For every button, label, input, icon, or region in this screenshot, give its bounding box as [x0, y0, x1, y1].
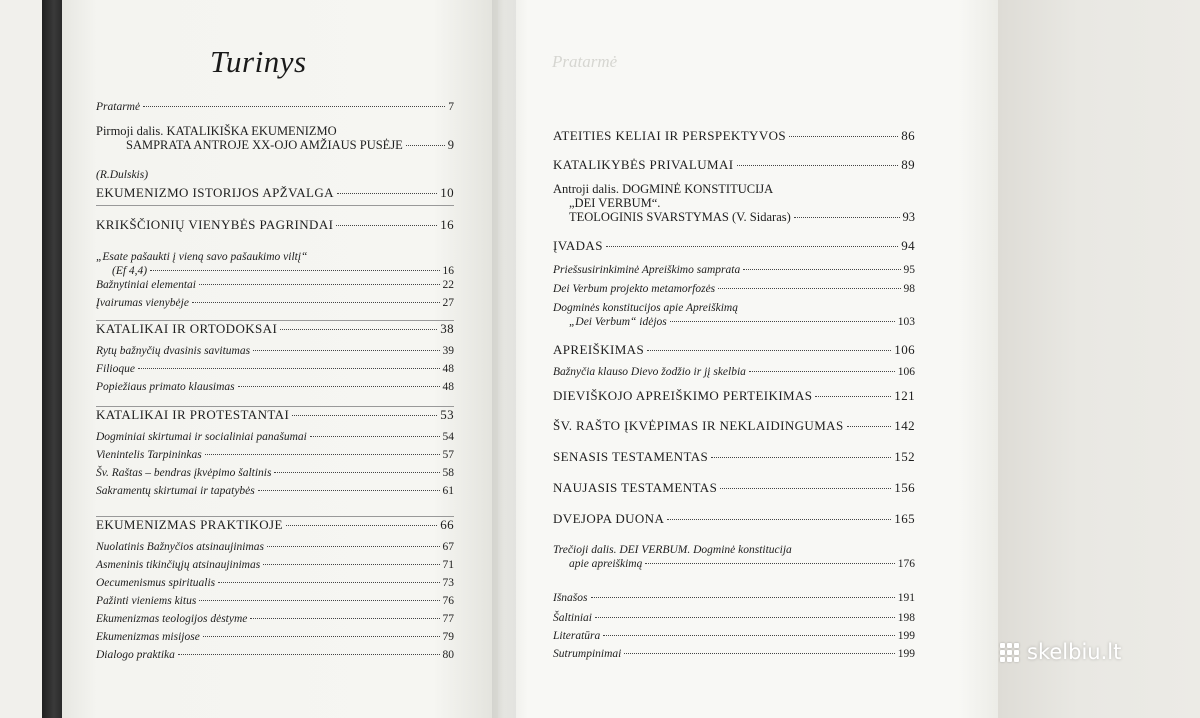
toc-page-number: 191	[897, 592, 915, 604]
dots-icon	[1000, 643, 1019, 662]
toc-page-number: 142	[894, 418, 915, 433]
dot-leader	[238, 386, 440, 387]
toc-page-number: 48	[442, 381, 454, 393]
toc-entry-title: Šaltiniai	[553, 612, 592, 624]
toc-entry-title: Sutrumpinimai	[553, 648, 622, 660]
toc-entry	[553, 282, 915, 296]
watermark	[1000, 640, 1121, 664]
toc-entry-title: Oecumenismus spiritualis	[96, 577, 216, 589]
toc-entry-title: Asmeninis tikinčiųjų atsinaujinimas	[96, 559, 261, 571]
toc-entry	[96, 540, 454, 554]
dot-leader	[263, 564, 439, 565]
toc-page-number: 106	[897, 366, 915, 378]
toc-entry	[553, 263, 915, 277]
toc-entry-title: Dialogo praktika	[96, 649, 175, 661]
toc-page-number: 48	[442, 363, 454, 375]
toc-entry	[96, 322, 454, 336]
toc-entry	[553, 543, 915, 571]
toc-page-number: 16	[440, 217, 454, 232]
toc-entry-title: EKUMENIZMO ISTORIJOS APŽVALGA	[96, 185, 334, 200]
toc-entry-title: KATALIKAI IR PROTESTANTAI	[96, 407, 290, 422]
toc-page-number: 38	[440, 321, 454, 336]
toc-entry	[96, 278, 454, 292]
toc-entry-title: Išnašos	[553, 592, 588, 604]
dot-leader	[203, 636, 440, 637]
toc-entry-title: DVEJOPA DUONA	[553, 511, 665, 526]
dot-leader	[711, 457, 891, 458]
toc-page-number: 54	[442, 431, 454, 443]
dot-leader	[595, 617, 895, 618]
dot-leader	[280, 329, 437, 330]
toc-entry	[553, 611, 915, 625]
toc-page-number: 77	[442, 613, 454, 625]
toc-page-number: 39	[442, 345, 454, 357]
dot-leader	[749, 371, 895, 372]
toc-entry-title: Pirmoji dalis. KATALIKIŠKA EKUMENIZMO	[96, 124, 337, 138]
toc-entry-title: SENASIS TESTAMENTAS	[553, 449, 709, 464]
toc-entry-title: KATALIKAI IR ORTODOKSAI	[96, 321, 278, 336]
toc-entry	[96, 576, 454, 590]
dot-leader	[138, 368, 440, 369]
toc-entry-title: „Dei Verbum“ idėjos	[569, 316, 667, 328]
background-right	[998, 0, 1200, 718]
toc-page-number: 198	[897, 612, 915, 624]
toc-page-number: 10	[440, 185, 454, 200]
toc-entry	[96, 648, 454, 662]
show-through-title: Pratarmė	[552, 52, 618, 71]
toc-entry	[96, 594, 454, 608]
toc-page-number: 95	[903, 264, 915, 276]
toc-page-number: 58	[442, 467, 454, 479]
book-gutter	[492, 0, 516, 718]
toc-entry-title: Priešsusirinkiminė Apreiškimo samprata	[553, 264, 741, 276]
toc-entry-title: Pratarmė	[96, 101, 141, 113]
toc-page-number: 57	[442, 449, 454, 461]
toc-entry	[553, 365, 915, 379]
dot-leader	[258, 490, 440, 491]
toc-page-number: 9	[447, 138, 454, 152]
toc-entry-title: Dogminiai skirtumai ir socialiniai panašumai	[96, 431, 307, 443]
toc-entry-title: Bažnyčia klauso Dievo žodžio ir jį skelbia	[553, 366, 746, 378]
dot-leader	[199, 600, 439, 601]
dot-leader	[337, 193, 437, 194]
toc-entry-title: Trečioji dalis. DEI VERBUM. Dogminė konstitucija	[553, 544, 792, 556]
toc-entry	[553, 481, 915, 495]
toc-entry-title: Literatūra	[553, 630, 601, 642]
dot-leader	[743, 269, 900, 270]
toc-entry-title: EKUMENIZMAS PRAKTIKOJE	[96, 517, 283, 532]
toc-entry	[96, 558, 454, 572]
toc-entry-title: ATEITIES KELIAI IR PERSPEKTYVOS	[553, 128, 787, 143]
toc-entry	[96, 362, 454, 376]
toc-entry-title: APREIŠKIMAS	[553, 342, 645, 357]
toc-entry	[96, 218, 454, 232]
dot-leader	[606, 246, 898, 247]
toc-entry	[553, 301, 915, 329]
toc-entry	[96, 612, 454, 626]
toc-page-number: 67	[442, 541, 454, 553]
dot-leader	[647, 350, 891, 351]
toc-page-number: 73	[442, 577, 454, 589]
toc-entry-title: „DEI VERBUM“.	[569, 196, 661, 210]
dot-leader	[815, 396, 891, 397]
toc-entry-title: DIEVIŠKOJO APREIŠKIMO PERTEIKIMAS	[553, 388, 813, 403]
toc-entry-title: Įvairumas vienybėje	[96, 297, 189, 309]
section-divider	[96, 516, 454, 517]
section-divider	[96, 406, 454, 407]
toc-page-number: 94	[901, 238, 915, 253]
toc-entry-title: Nuolatinis Bažnyčios atsinaujinimas	[96, 541, 265, 553]
toc-entry-title: Vienintelis Tarpininkas	[96, 449, 202, 461]
toc-page-number: 176	[897, 558, 915, 570]
toc-entry	[553, 239, 915, 253]
dot-leader	[150, 270, 439, 271]
toc-page-number: 27	[442, 297, 454, 309]
toc-entry-title: Bažnytiniai elementai	[96, 279, 196, 291]
background-left	[0, 0, 42, 718]
toc-page-number: 156	[894, 480, 915, 495]
toc-page-number: 86	[901, 128, 915, 143]
dot-leader	[267, 546, 439, 547]
dot-leader	[624, 653, 894, 654]
toc-page-number: 7	[448, 101, 454, 113]
dot-leader	[336, 225, 437, 226]
toc-entry	[96, 466, 454, 480]
dot-leader	[667, 519, 891, 520]
dot-leader	[292, 415, 437, 416]
dot-leader	[253, 350, 439, 351]
toc-entry	[96, 344, 454, 358]
toc-page-number: 89	[901, 157, 915, 172]
toc-entry	[96, 408, 454, 422]
toc-entry	[553, 129, 915, 143]
toc-entry-title: ĮVADAS	[553, 238, 603, 253]
toc-page-number: 199	[897, 648, 915, 660]
toc-entry	[96, 430, 454, 444]
dot-leader	[720, 488, 891, 489]
toc-entry-title: KRIKŠČIONIŲ VIENYBĖS PAGRINDAI	[96, 217, 334, 232]
toc-entry	[553, 629, 915, 643]
toc-page-number: 61	[442, 485, 454, 497]
section-divider	[96, 320, 454, 321]
toc-entry	[96, 448, 454, 462]
dot-leader	[178, 654, 440, 655]
dot-leader	[591, 597, 895, 598]
toc-entry	[553, 647, 915, 661]
toc-entry-title: Ekumenizmas teologijos dėstyme	[96, 613, 248, 625]
dot-leader	[670, 321, 895, 322]
page-title: Turinys	[210, 44, 307, 79]
dot-leader	[274, 472, 439, 473]
toc-entry-title: Dogminės konstitucijos apie Apreiškimą	[553, 302, 738, 314]
toc-page-number: 80	[442, 649, 454, 661]
toc-entry-title: SAMPRATA ANTROJE XX-OJO AMŽIAUS PUSĖJE	[126, 138, 403, 152]
toc-entry	[96, 250, 454, 278]
toc-entry-title: NAUJASIS TESTAMENTAS	[553, 480, 718, 495]
toc-page-number: 76	[442, 595, 454, 607]
dot-leader	[847, 426, 892, 427]
dot-leader	[603, 635, 894, 636]
toc-entry-title: Filioque	[96, 363, 135, 375]
toc-entry	[553, 591, 915, 605]
book-cover-edge	[42, 0, 62, 718]
toc-page-number: 93	[902, 210, 915, 224]
dot-leader	[645, 563, 894, 564]
toc-entry	[96, 186, 454, 200]
toc-entry	[553, 450, 915, 464]
toc-page-number: 79	[442, 631, 454, 643]
toc-page-number: 16	[442, 265, 454, 277]
toc-page-number: 165	[894, 511, 915, 526]
toc-entry-title: TEOLOGINIS SVARSTYMAS (V. Sidaras)	[569, 210, 791, 224]
dot-leader	[406, 145, 445, 146]
toc-entry	[553, 182, 915, 224]
toc-entry-title: Antroji dalis. DOGMINĖ KONSTITUCIJA	[553, 182, 774, 196]
toc-entry-title: (R.Dulskis)	[96, 169, 149, 181]
section-divider	[96, 205, 454, 206]
toc-entry	[553, 512, 915, 526]
toc-entry-title: KATALIKYBĖS PRIVALUMAI	[553, 157, 734, 172]
dot-leader	[143, 106, 445, 107]
toc-entry	[96, 296, 454, 310]
toc-entry-title: Rytų bažnyčių dvasinis savitumas	[96, 345, 251, 357]
toc-entry-title: Ekumenizmas misijose	[96, 631, 200, 643]
toc-entry	[553, 343, 915, 357]
toc-entry	[553, 389, 915, 403]
dot-leader	[199, 284, 440, 285]
toc-entry-title: (Ef 4,4)	[112, 265, 148, 277]
toc-entry	[96, 380, 454, 394]
toc-entry-title: „Esate pašaukti į vieną savo pašaukimo viltį“	[96, 251, 308, 263]
toc-entry-title: Šv. Raštas – bendras įkvėpimo šaltinis	[96, 467, 272, 479]
toc-entry	[96, 484, 454, 498]
toc-entry	[96, 168, 454, 182]
toc-entry	[553, 158, 915, 172]
toc-page-number: 121	[894, 388, 915, 403]
dot-leader	[789, 136, 898, 137]
toc-entry-title: Dei Verbum projekto metamorfozės	[553, 283, 716, 295]
toc-page-number: 66	[440, 517, 454, 532]
watermark-text: skelbiu.lt	[1027, 640, 1122, 664]
toc-entry	[96, 124, 454, 152]
toc-entry-title: Sakramentų skirtumai ir tapatybės	[96, 485, 255, 497]
toc-page-number: 98	[903, 283, 915, 295]
toc-entry-title: Pažinti vieniems kitus	[96, 595, 197, 607]
dot-leader	[794, 217, 900, 218]
dot-leader	[718, 288, 900, 289]
toc-page-number: 199	[897, 630, 915, 642]
toc-entry-title: ŠV. RAŠTO ĮKVĖPIMAS IR NEKLAIDINGUMAS	[553, 418, 844, 433]
toc-entry	[96, 518, 454, 532]
dot-leader	[192, 302, 440, 303]
toc-entry-title: apie apreiškimą	[569, 558, 643, 570]
toc-page-number: 103	[897, 316, 915, 328]
dot-leader	[286, 525, 437, 526]
toc-entry-title: Popiežiaus primato klausimas	[96, 381, 235, 393]
dot-leader	[218, 582, 439, 583]
dot-leader	[310, 436, 440, 437]
toc-entry	[96, 630, 454, 644]
dot-leader	[205, 454, 440, 455]
toc-entry	[553, 419, 915, 433]
dot-leader	[737, 165, 899, 166]
toc-page-number: 152	[894, 449, 915, 464]
dot-leader	[250, 618, 439, 619]
toc-page-number: 53	[440, 407, 454, 422]
toc-page-number: 106	[894, 342, 915, 357]
toc-page-number: 22	[442, 279, 454, 291]
toc-page-number: 71	[442, 559, 454, 571]
toc-entry	[96, 100, 454, 114]
